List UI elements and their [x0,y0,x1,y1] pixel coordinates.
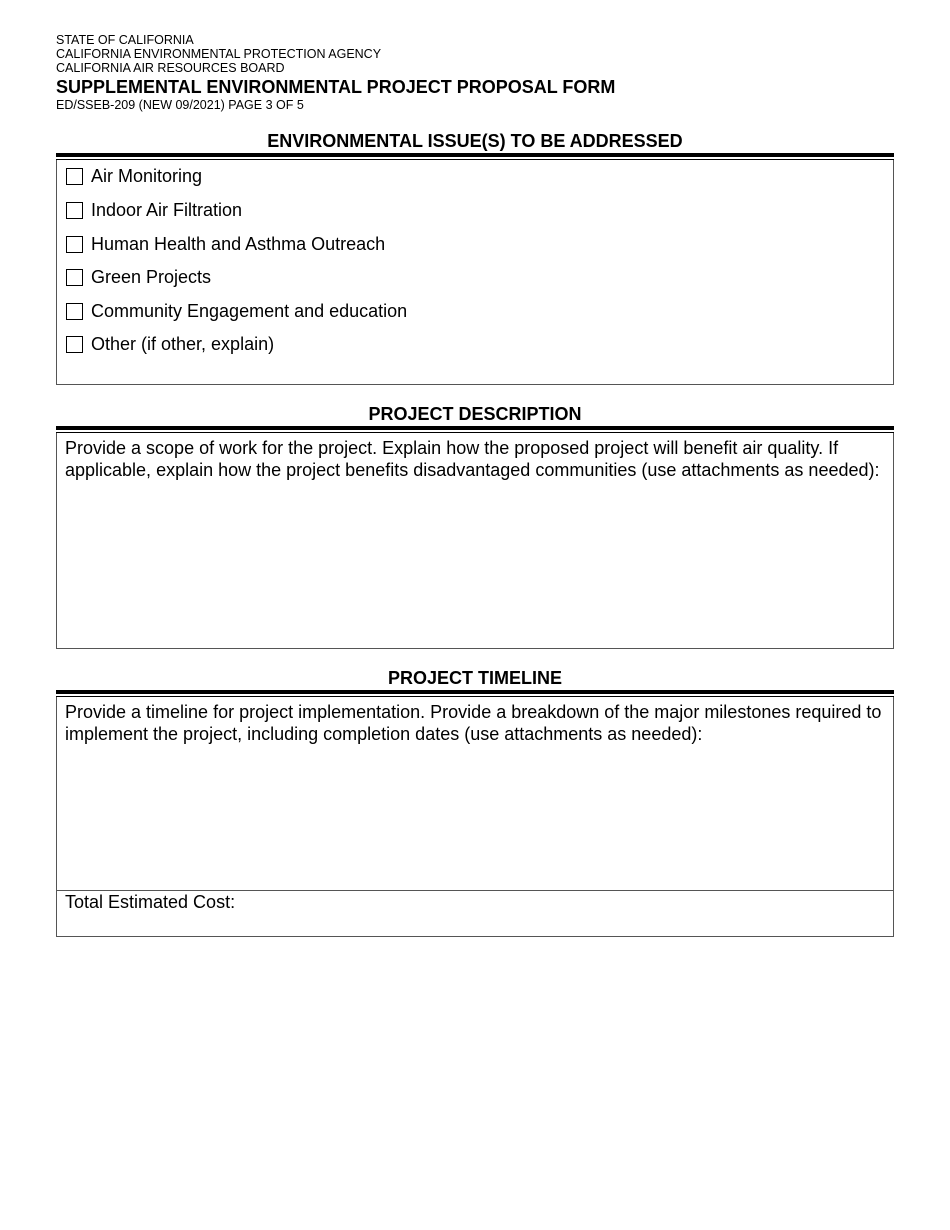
option-community-engagement[interactable] [66,301,407,321]
form-title: SUPPLEMENTAL ENVIRONMENTAL PROJECT PROPOSAL FORM [56,77,616,97]
option-label: Air Monitoring [91,166,203,186]
timeline-field[interactable] [57,747,893,887]
option-label: Indoor Air Filtration [91,200,243,220]
description-instructions: Provide a scope of work for the project. Explain how the proposed project will benefit air quality. If applicable, explain how the project benefits disadvantaged communities (use attachments as needed): [65,438,880,480]
form-code: ED/SSEB-209 (NEW 09/2021) PAGE 3 OF 5 [56,98,304,112]
issues-rule [56,153,894,160]
description-rule [56,426,894,433]
issues-box [56,160,894,385]
timeline-instructions: Provide a timeline for project implementation. Provide a breakdown of the major milestones required to implement the project, including completion dates (use attachments as needed): [65,702,882,744]
checkbox[interactable] [66,269,83,286]
state-label: STATE OF CALIFORNIA [56,33,194,47]
option-human-health[interactable] [66,234,385,254]
total-cost-label: Total Estimated Cost: [65,892,236,912]
option-label: Community Engagement and education [91,301,408,321]
form-header [56,33,615,112]
total-cost-field[interactable] [247,891,893,935]
option-other[interactable] [66,334,274,354]
checkbox[interactable] [66,236,83,253]
issues-section-title: ENVIRONMENTAL ISSUE(S) TO BE ADDRESSED [267,131,683,151]
option-indoor-air-filtration[interactable] [66,200,242,220]
agency-label: CALIFORNIA ENVIRONMENTAL PROTECTION AGENCY [56,47,382,61]
board-label: CALIFORNIA AIR RESOURCES BOARD [56,61,285,75]
description-section-title: PROJECT DESCRIPTION [368,404,582,424]
option-label: Human Health and Asthma Outreach [91,234,386,254]
checkbox[interactable] [66,168,83,185]
timeline-section-title: PROJECT TIMELINE [387,668,562,688]
timeline-rule [56,690,894,697]
option-label: Green Projects [91,267,212,287]
option-air-monitoring[interactable] [66,166,202,186]
checkbox[interactable] [66,303,83,320]
option-label: Other (if other, explain) [91,334,275,354]
option-green-projects[interactable] [66,267,211,287]
description-box [56,433,894,649]
timeline-box [56,697,894,937]
description-field[interactable] [57,505,893,645]
checkbox[interactable] [66,336,83,353]
checkbox[interactable] [66,202,83,219]
